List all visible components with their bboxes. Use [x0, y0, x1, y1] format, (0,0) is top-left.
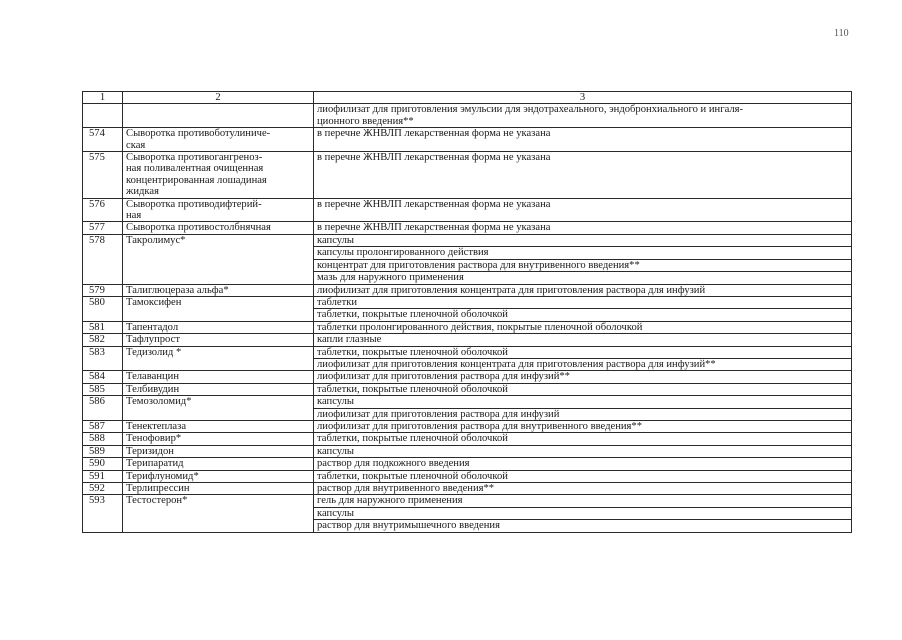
drug-name: [123, 198, 314, 222]
table-row: [83, 371, 852, 383]
drug-forms-table: [82, 91, 852, 533]
dosage-form: в перечне ЖНВЛП лекарственная форма не указана: [314, 152, 852, 199]
continuation-forms-cell: [314, 104, 852, 128]
dosage-form: лиофилизат для приготовления концентрата для приготовления раствора для инфузий**: [314, 358, 852, 370]
row-number: 586: [83, 396, 123, 421]
row-number: 584: [83, 371, 123, 383]
continuation-number-cell: [83, 104, 123, 128]
drug-name: [123, 284, 314, 296]
drug-name-line: Терифлуномид*: [126, 470, 199, 482]
row-number: 592: [83, 483, 123, 495]
table-row: [83, 433, 852, 445]
drug-name: [123, 383, 314, 395]
drug-name-line: ная поливалентная очищенная: [126, 163, 264, 175]
drug-name: [123, 420, 314, 432]
drug-name-line: ская: [126, 139, 146, 151]
table-row: [83, 222, 852, 234]
dosage-form: таблетки, покрытые пленочной оболочкой: [314, 383, 852, 395]
table-row: [83, 234, 852, 246]
drug-name-line: Сыворотка противодифтерий-: [126, 198, 262, 210]
drug-name: [123, 234, 314, 284]
drug-name-line: Тафлупрост: [126, 334, 180, 346]
table-row: [83, 284, 852, 296]
dosage-form: лиофилизат для приготовления концентрата для приготовления раствора для инфузий: [314, 284, 852, 296]
page-number: 110: [834, 28, 849, 39]
table-row: [83, 198, 852, 222]
drug-name: [123, 495, 314, 532]
row-number: 581: [83, 321, 123, 333]
column-header-name: 2: [123, 92, 314, 104]
row-number: 577: [83, 222, 123, 234]
row-number: 591: [83, 470, 123, 482]
column-header-forms: 3: [314, 92, 852, 104]
dosage-form: капсулы: [314, 234, 852, 246]
row-number: 585: [83, 383, 123, 395]
drug-name-line: Талиглюцераза альфа*: [126, 284, 229, 296]
row-number: 589: [83, 445, 123, 457]
row-number: 580: [83, 296, 123, 321]
dosage-form: в перечне ЖНВЛП лекарственная форма не указана: [314, 128, 852, 152]
dosage-form: таблетки, покрытые пленочной оболочкой: [314, 433, 852, 445]
drug-name-line: Тенофовир*: [126, 433, 182, 445]
drug-name-line: Сыворотка противогангреноз-: [126, 152, 263, 164]
row-number: 574: [83, 128, 123, 152]
column-header-number: 1: [83, 92, 123, 104]
row-number: 583: [83, 346, 123, 371]
row-number: 576: [83, 198, 123, 222]
row-number: 578: [83, 234, 123, 284]
drug-name-line: Темозоломид*: [126, 396, 192, 408]
table-row: [83, 383, 852, 395]
dosage-form: таблетки, покрытые пленочной оболочкой: [314, 470, 852, 482]
continuation-line: лиофилизат для приготовления эмульсии для эндотрахеального, эндобронхиального и ингаля-: [317, 104, 744, 116]
row-number: 579: [83, 284, 123, 296]
dosage-form: лиофилизат для приготовления раствора для инфузий: [314, 408, 852, 420]
dosage-form: капсулы: [314, 507, 852, 519]
dosage-form: таблетки: [314, 296, 852, 308]
table-row: [83, 458, 852, 470]
dosage-form: капсулы: [314, 445, 852, 457]
drug-name-line: ная: [126, 210, 142, 222]
drug-name-line: жидкая: [126, 186, 159, 198]
drug-name: [123, 433, 314, 445]
drug-name-line: Терипаратид: [126, 458, 184, 470]
continuation-name-cell: [123, 104, 314, 128]
continuation-row: [83, 104, 852, 128]
dosage-form: раствор для внутримышечного введения: [314, 520, 852, 532]
drug-name: [123, 128, 314, 152]
table-row: [83, 445, 852, 457]
table-row: [83, 128, 852, 152]
table-row: [83, 346, 852, 358]
drug-name: [123, 396, 314, 421]
drug-name-line: Тенектеплаза: [126, 420, 187, 432]
continuation-line: ционного введения**: [317, 115, 414, 127]
row-number: 590: [83, 458, 123, 470]
table-row: [83, 483, 852, 495]
drug-name: [123, 371, 314, 383]
row-number: 593: [83, 495, 123, 532]
dosage-form: капли глазные: [314, 334, 852, 346]
drug-name-line: Телаванцин: [126, 371, 179, 383]
drug-name-line: Терлипрессин: [126, 483, 190, 494]
drug-name: [123, 483, 314, 495]
drug-name-line: Сыворотка противостолбнячная: [126, 222, 271, 234]
row-number: 575: [83, 152, 123, 199]
table-row: [83, 470, 852, 482]
drug-name: [123, 445, 314, 457]
row-number: 588: [83, 433, 123, 445]
table-row: [83, 495, 852, 507]
drug-name-line: Телбивудин: [126, 383, 180, 395]
drug-name-line: Тапентадол: [126, 321, 179, 333]
table-row: [83, 420, 852, 432]
dosage-form: в перечне ЖНВЛП лекарственная форма не указана: [314, 222, 852, 234]
row-number: 582: [83, 334, 123, 346]
dosage-form: таблетки, покрытые пленочной оболочкой: [314, 346, 852, 358]
drug-name: [123, 152, 314, 199]
table-row: [83, 152, 852, 199]
dosage-form: капсулы: [314, 396, 852, 408]
table-header-row: [83, 92, 852, 104]
table-row: [83, 396, 852, 408]
drug-name: [123, 470, 314, 482]
dosage-form: таблетки пролонгированного действия, покрытые пленочной оболочкой: [314, 321, 852, 333]
drug-name-line: Тамоксифен: [126, 296, 182, 308]
dosage-form: гель для наружного применения: [314, 495, 852, 507]
drug-name: [123, 346, 314, 371]
drug-name: [123, 296, 314, 321]
dosage-form: концентрат для приготовления раствора для внутривенного введения**: [314, 259, 852, 271]
drug-name: [123, 222, 314, 234]
dosage-form: раствор для подкожного введения: [314, 458, 852, 470]
dosage-form: лиофилизат для приготовления раствора для внутривенного введения**: [314, 420, 852, 432]
table-row: [83, 334, 852, 346]
drug-name: [123, 458, 314, 470]
drug-name-line: Тедизолид *: [126, 346, 182, 358]
drug-name-line: Тестостерон*: [126, 495, 188, 507]
table-row: [83, 321, 852, 333]
drug-name: [123, 321, 314, 333]
table-row: [83, 296, 852, 308]
dosage-form: таблетки, покрытые пленочной оболочкой: [314, 309, 852, 321]
row-number: 587: [83, 420, 123, 432]
drug-name-line: Теризидон: [126, 445, 174, 457]
drug-name-line: концентрированная лошадиная: [126, 174, 267, 186]
drug-name: [123, 334, 314, 346]
dosage-form: лиофилизат для приготовления раствора для инфузий**: [314, 371, 852, 383]
dosage-form: раствор для внутривенного введения**: [314, 483, 852, 495]
dosage-form: в перечне ЖНВЛП лекарственная форма не указана: [314, 198, 852, 222]
dosage-form: капсулы пролонгированного действия: [314, 247, 852, 259]
drug-name-line: Такролимус*: [126, 234, 186, 246]
dosage-form: мазь для наружного применения: [314, 272, 852, 284]
drug-name-line: Сыворотка противоботулиниче-: [126, 128, 271, 140]
